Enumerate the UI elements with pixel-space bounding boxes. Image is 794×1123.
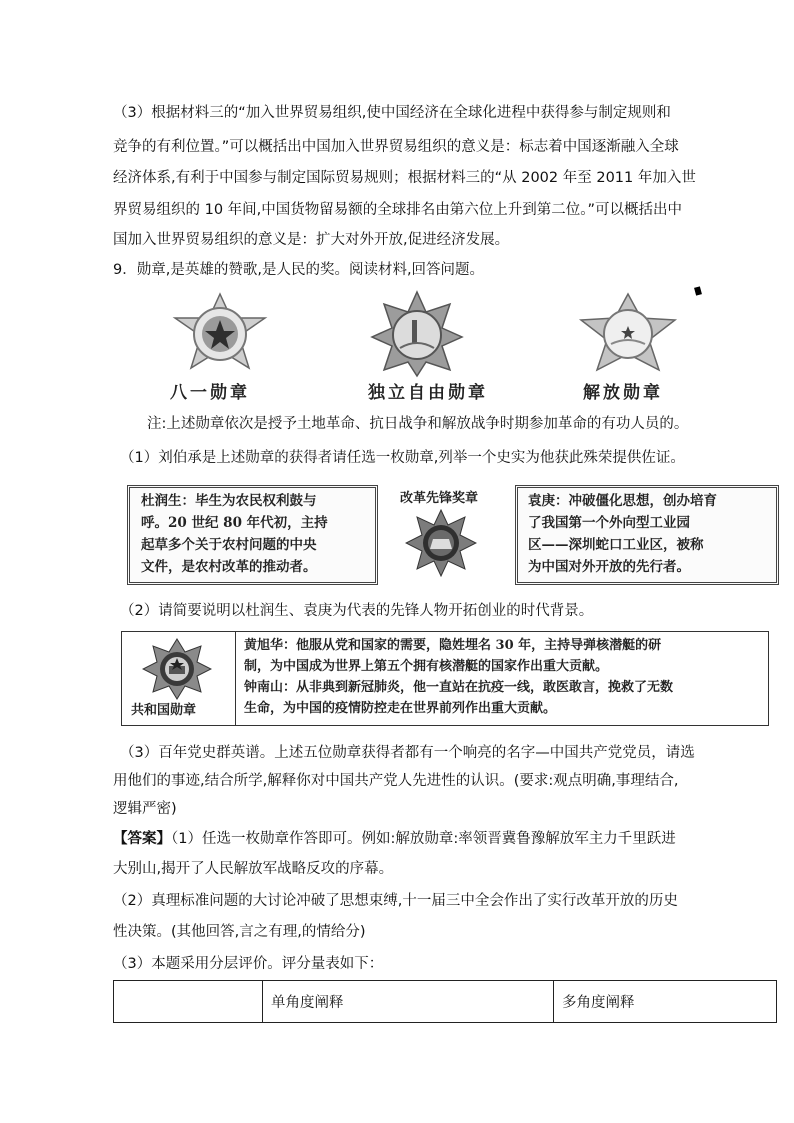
bayi-medal-image xyxy=(167,290,273,380)
table-row xyxy=(114,981,777,1023)
sub-question-1: （1）刘伯承是上述勋章的获得者请任选一枚勋章,列举一个史实为他获此殊荣提供佐证。 xyxy=(120,450,685,466)
table-header-empty xyxy=(114,981,263,1023)
yuan-line-2: 了我国第一个外向型工业园 xyxy=(528,515,690,531)
yuan-geng-box xyxy=(515,485,779,585)
yuan-line-1: 袁庚：冲破僵化思想，创办培育 xyxy=(528,493,717,509)
sub-question-3-line1: （3）百年党史群英谱。上述五位勋章获得者都有一个响亮的名字—中国共产党党员，请选 xyxy=(120,745,695,761)
liberation-medal-caption: 解放勋章 xyxy=(583,383,663,403)
huang-xuhua-line-1: 黄旭华：他服从党和国家的需要，隐姓埋名 30 年，主持导弹核潜艇的研 xyxy=(244,638,662,653)
republic-medal-image xyxy=(142,638,212,700)
answer-1-line2: 大别山,揭开了人民解放军战略反攻的序幕。 xyxy=(113,861,394,877)
independence-medal-image xyxy=(370,290,464,382)
scoring-table xyxy=(113,980,777,1023)
answer-line-1 xyxy=(113,829,676,849)
answer-2-line1: （2）真理标准问题的大讨论冲破了思想束缚,十一届三中全会作出了实行改革开放的历史 xyxy=(113,893,678,909)
ink-mark xyxy=(694,286,702,295)
independence-medal-caption: 独立自由勋章 xyxy=(368,383,488,403)
du-line-2: 呼。20 世纪 80 年代初，主持 xyxy=(141,515,328,531)
sub-question-3-line3: 逻辑严密) xyxy=(113,801,177,817)
liberation-medal-image xyxy=(575,292,681,378)
du-runsheng-box xyxy=(127,485,378,585)
huang-xuhua-line-2: 制，为中国成为世界上第五个拥有核潜艇的国家作出重大贡献。 xyxy=(244,659,609,674)
bayi-medal-caption: 八一勋章 xyxy=(170,383,250,403)
answer-2-line2: 性决策。(其他回答,言之有理,的情给分) xyxy=(113,924,366,940)
republic-medal-box xyxy=(121,631,769,726)
answer3-line2: 竞争的有利位置。”可以概括出中国加入世界贸易组织的意义是：标志着中国逐渐融入全球 xyxy=(113,139,679,155)
zhong-nanshan-line-1: 钟南山：从非典到新冠肺炎，他一直站在抗疫一线，敢医敢言，挽救了无数 xyxy=(244,680,674,695)
table-header-multi: 多角度阐释 xyxy=(554,981,777,1023)
answer3-line1: （3）根据材料三的“加入世界贸易组织,使中国经济在全球化进程中获得参与制定规则和 xyxy=(113,105,671,121)
answer-3: （3）本题采用分层评价。评分量表如下： xyxy=(113,956,384,972)
sub-question-3-line2: 用他们的事迹,结合所学,解释你对中国共产党人先进性的认识。(要求:观点明确,事理结合, xyxy=(113,773,679,789)
republic-medal-panel xyxy=(122,632,236,725)
reform-pioneer-medal-image xyxy=(405,509,477,581)
medal-note: 注:上述勋章依次是授予土地革命、抗日战争和解放战争时期参加革命的有功人员的。 xyxy=(147,416,689,432)
answer-1-line1: （1）任选一枚勋章作答即可。例如:解放勋章:率领晋冀鲁豫解放军主力千里跃进 xyxy=(171,831,676,847)
yuan-line-3: 区——深圳蛇口工业区，被称 xyxy=(528,537,704,553)
answer3-line3: 经济体系,有利于中国参与制定国际贸易规则；根据材料三的“从 2002 年至 2011 年加入世 xyxy=(113,170,696,186)
sub-question-2: （2）请简要说明以杜润生、袁庚为代表的先锋人物开拓创业的时代背景。 xyxy=(120,603,594,619)
answer3-line4: 界贸易组织的 10 年间,中国货物留易额的全球排名由第六位上升到第二位。”可以概括出中 xyxy=(113,202,683,218)
answer3-line5: 国加入世界贸易组织的意义是：扩大对外开放,促进经济发展。 xyxy=(113,232,510,248)
table-header-single: 单角度阐释 xyxy=(263,981,554,1023)
du-line-4: 文件，是农村改革的推动者。 xyxy=(141,559,317,575)
reform-medal-caption: 改革先锋奖章 xyxy=(400,491,479,506)
republic-medal-caption: 共和国勋章 xyxy=(131,703,197,718)
yuan-line-4: 为中国对外开放的先行者。 xyxy=(528,559,690,575)
zhong-nanshan-line-2: 生命，为中国的疫情防控走在世界前列作出重大贡献。 xyxy=(244,701,557,716)
question9-stem: 9．勋章,是英雄的赞歌,是人民的奖。阅读材料,回答问题。 xyxy=(113,262,485,278)
du-line-3: 起草多个关于农村问题的中央 xyxy=(141,537,317,553)
answer-label: 【答案】 xyxy=(113,831,171,847)
du-line-1: 杜润生：毕生为农民权利鼓与 xyxy=(141,493,317,509)
